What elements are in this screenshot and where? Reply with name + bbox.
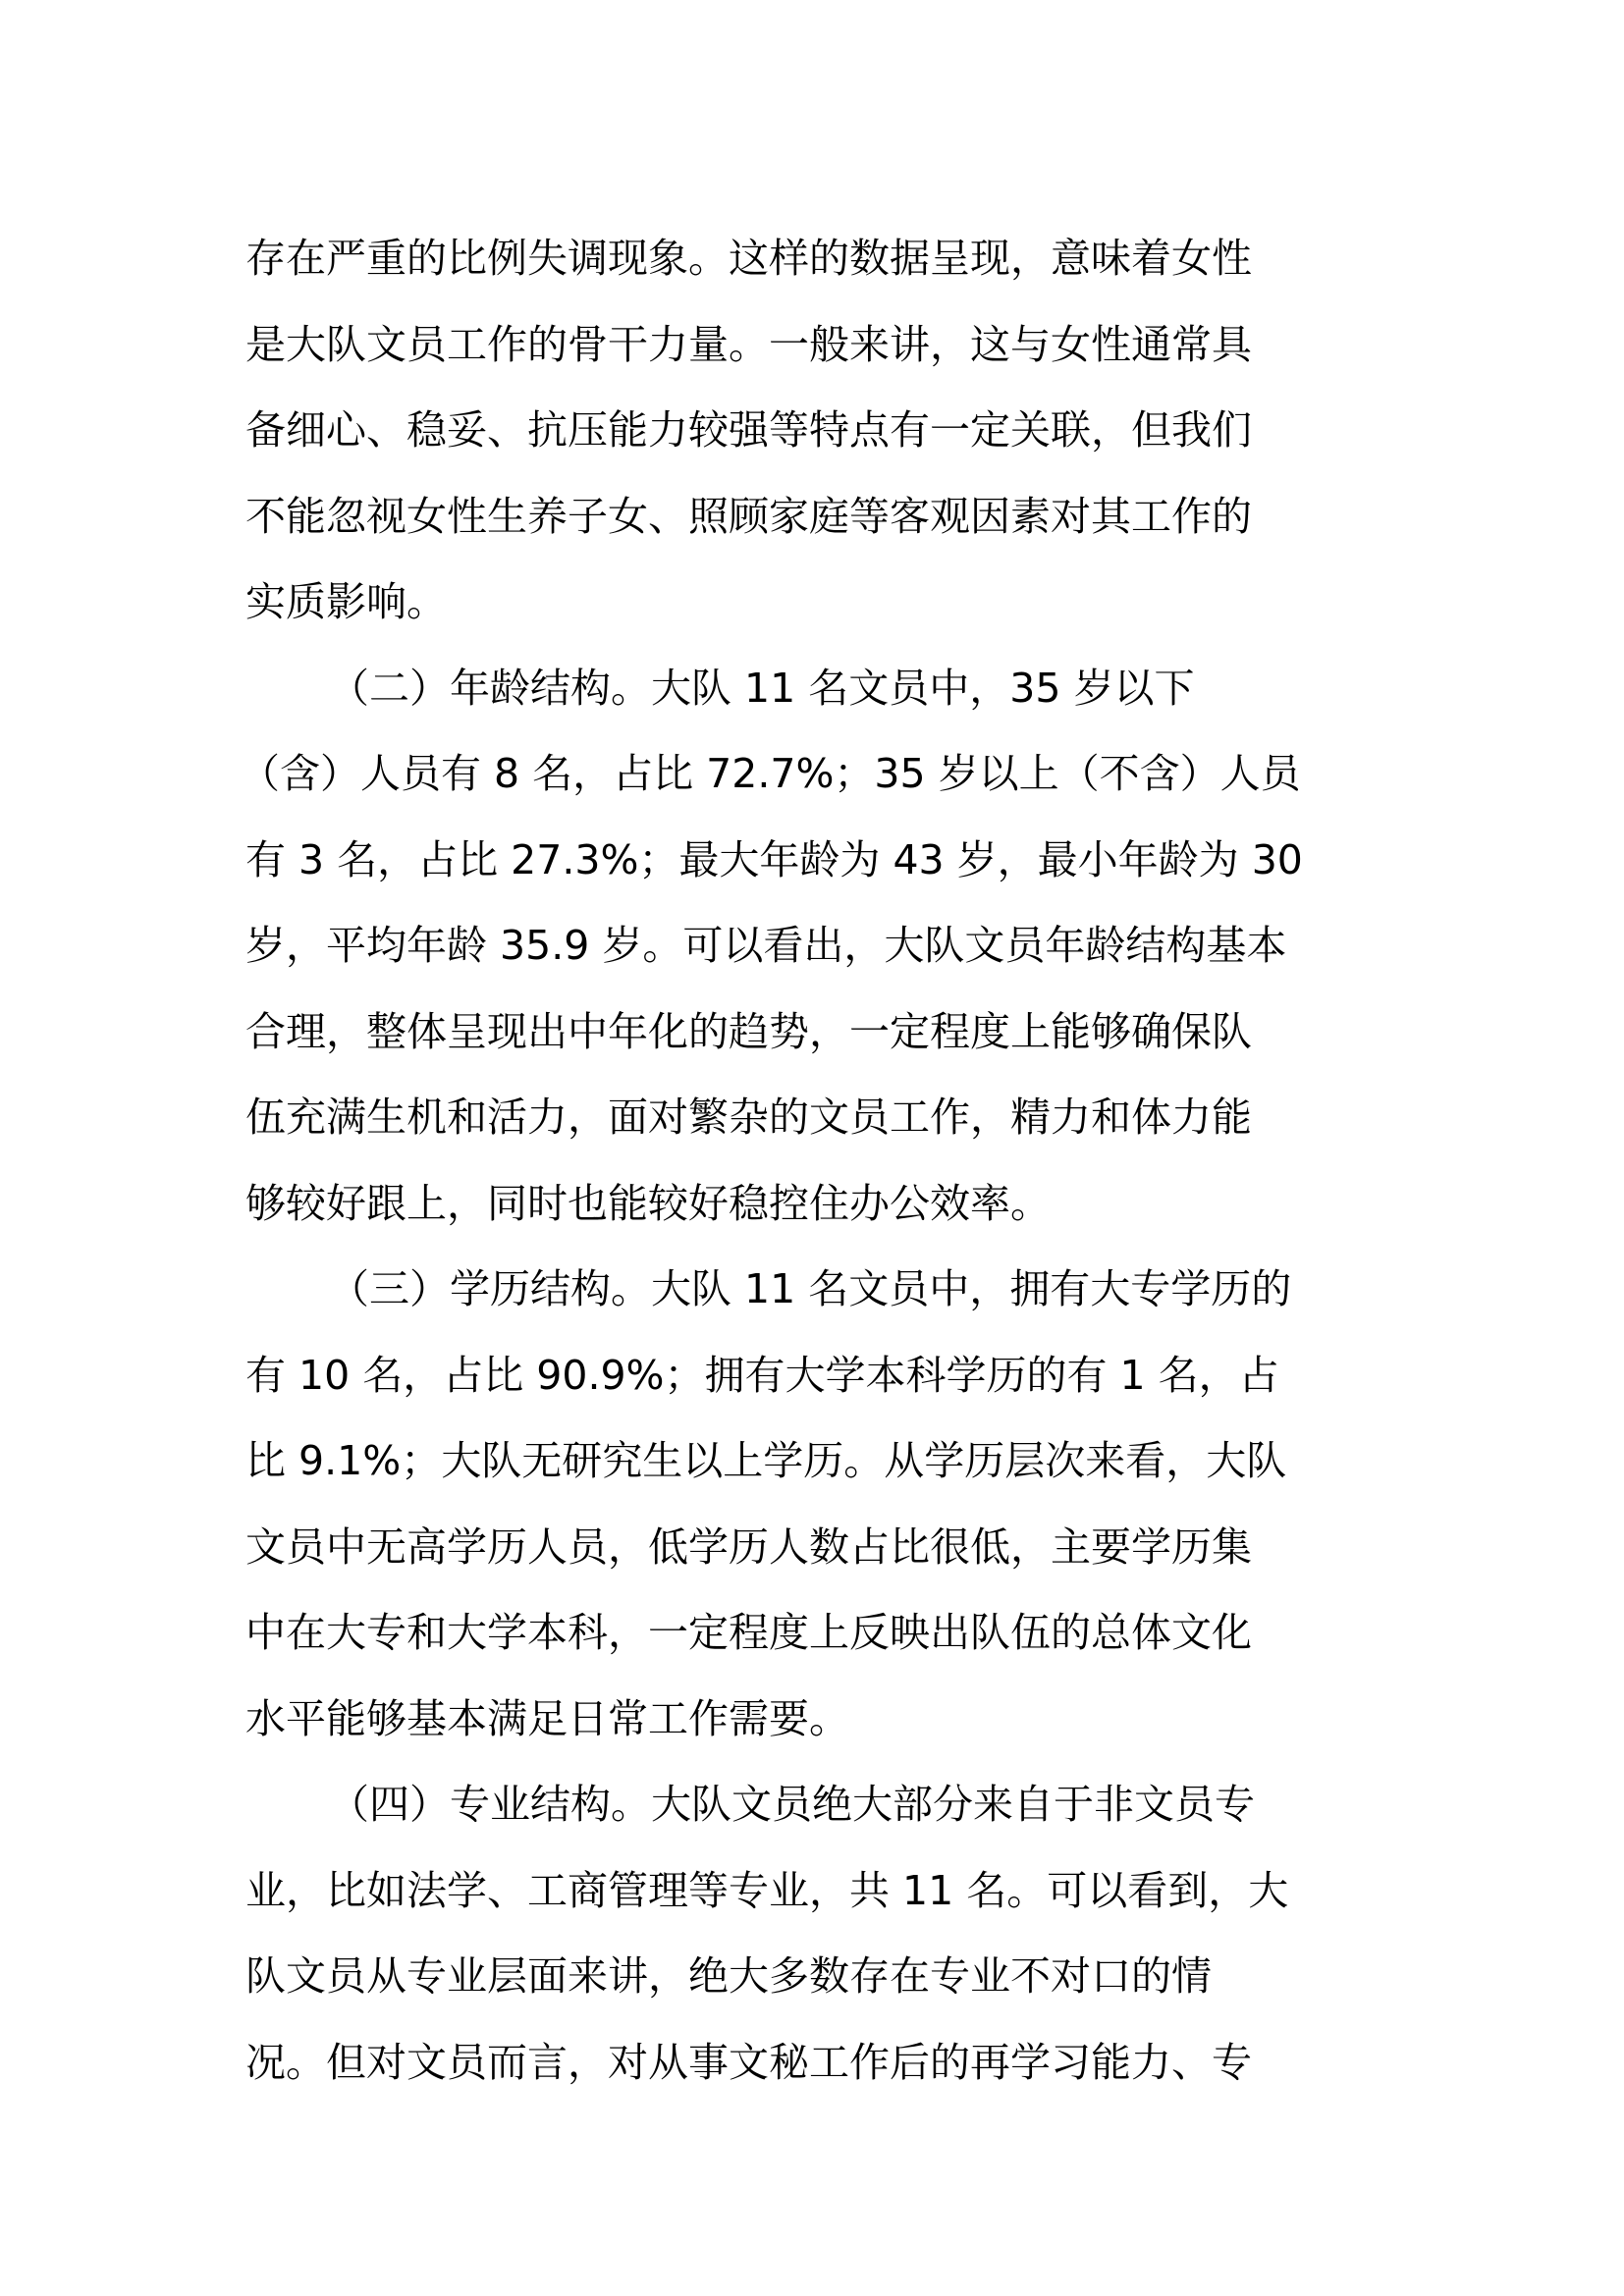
text-line: 够较好跟上，同时也能较好稳控住办公效率。: [245, 1180, 1051, 1227]
text-line: 是大队文员工作的骨干力量。一般来讲，这与女性通常具: [245, 321, 1252, 368]
section-heading-line: （四）专业结构。大队文员绝大部分来自于非文员专: [329, 1781, 1255, 1828]
text-line: 况。但对文员而言，对从事文秘工作后的再学习能力、专: [245, 2039, 1252, 2086]
text-line: 队文员从专业层面来讲，绝大多数存在专业不对口的情: [245, 1952, 1212, 2000]
text-line: 有 10 名，占比 90.9%；拥有大学本科学历的有 1 名，占: [245, 1352, 1279, 1399]
text-line: 不能忽视女性生养子女、照顾家庭等客观因素对其工作的: [245, 493, 1252, 540]
text-line: 实质影响。: [245, 578, 447, 625]
text-line: 水平能够基本满足日常工作需要。: [245, 1695, 849, 1742]
text-line: 业，比如法学、工商管理等专业，共 11 名。可以看到，大: [245, 1867, 1289, 1914]
text-line: 伍充满生机和活力，面对繁杂的文员工作，精力和体力能: [245, 1094, 1252, 1141]
text-line: 比 9.1%；大队无研究生以上学历。从学历层次来看，大队: [245, 1437, 1287, 1484]
text-line: 岁，平均年龄 35.9 岁。可以看出，大队文员年龄结构基本: [245, 922, 1287, 969]
text-line: （含）人员有 8 名，占比 72.7%；35 岁以上（不含）人员: [240, 750, 1301, 797]
text-line: 中在大专和大学本科，一定程度上反映出队伍的总体文化: [245, 1609, 1252, 1656]
text-line: 存在严重的比例失调现象。这样的数据呈现，意味着女性: [245, 235, 1252, 282]
text-line: 备细心、稳妥、抗压能力较强等特点有一定关联，但我们: [245, 406, 1252, 454]
text-line: 有 3 名，占比 27.3%；最大年龄为 43 岁，最小年龄为 30: [245, 836, 1303, 883]
section-heading-line: （三）学历结构。大队 11 名文员中，拥有大专学历的: [329, 1265, 1292, 1312]
text-line: 合理，整体呈现出中年化的趋势，一定程度上能够确保队: [245, 1008, 1252, 1055]
text-line: 文员中无高学历人员，低学历人数占比很低，主要学历集: [245, 1523, 1252, 1571]
section-heading-line: （二）年龄结构。大队 11 名文员中，35 岁以下: [329, 665, 1195, 712]
